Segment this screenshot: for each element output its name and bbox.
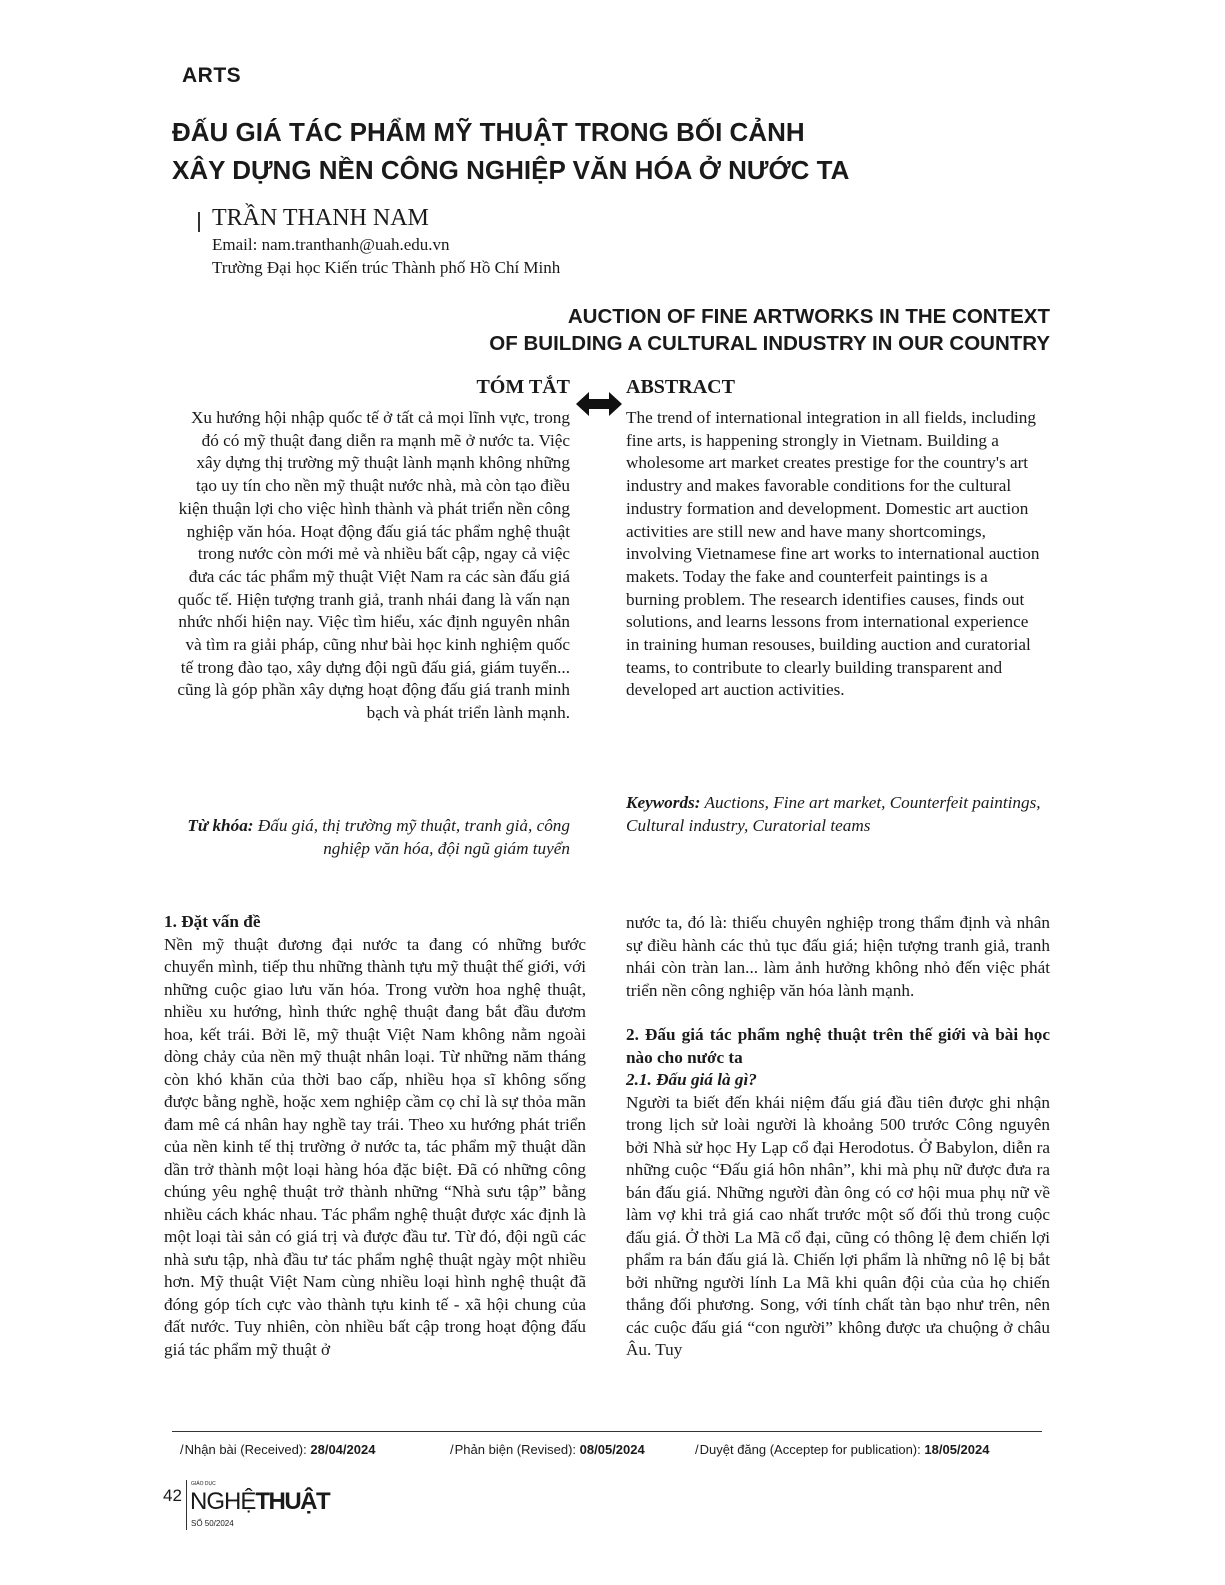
abstract-en-heading: ABSTRACT (626, 376, 735, 398)
journal-logo-small-text: GIÁO DỤC (191, 1481, 216, 1487)
revised-date: 08/05/2024 (579, 1442, 645, 1457)
section-2-heading: 2. Đấu giá tác phẩm nghệ thuật trên thế giới và bài học nào cho nước ta (626, 1025, 1050, 1067)
abstract-en-keywords (626, 792, 1044, 837)
keywords-en-label: Keywords: (626, 793, 701, 812)
journal-issue: SỐ 50/2024 (191, 1519, 234, 1528)
title-en-line-2: OF BUILDING A CULTURAL INDUSTRY IN OUR COUNTRY (489, 332, 1050, 355)
article-title-vn (172, 113, 1132, 189)
footer-slash: / (695, 1442, 699, 1457)
section-2-1-heading: 2.1. Đấu giá là gì? (626, 1070, 757, 1089)
section-label: ARTS (182, 64, 242, 87)
section-1-paragraph: Nền mỹ thuật đương đại nước ta đang có những bước chuyển mình, tiếp thu những thành tựu mỹ thuật thế giới, với những cuộc giao lưu văn hóa. Trong vườn hoa nghệ thuật, nhiều xu hướng, hình thức nghệ thuật đang bắt đầu đươm hoa, kết trái. Bởi lẽ, mỹ thuật Việt Nam không nằm ngoài dòng chảy của nền mỹ thuật nhân loại. Từ những năm tháng còn khó khăn của thời bao cấp, nhiều họa sĩ không sống được bằng nghề, hoặc xem nghiệp cầm cọ chỉ là sự thỏa mãn đam mê cá nhân hay nghề tay trái. Theo xu hướng phát triển của nền kinh tế thị trường ở nước ta, tác phẩm mỹ thuật dần dần trở thành một loại hàng hóa đặc biệt. Đã có những công chúng yêu nghệ thuật trở thành những “Nhà sưu tập” bằng nhiều cách khác nhau. Tác phẩm nghệ thuật được xác định là một loại tài sản có giá trị và được đầu tư. Từ đó, đội ngũ các nhà sưu tập, nhà đầu tư tác phẩm nghệ thuật ngày một nhiều hơn. Mỹ thuật Việt Nam cùng nhiều loại hình nghệ thuật đã đóng góp tích cực vào thành tựu kinh tế - xã hội chung của đất nước. Tuy nhiên, còn nhiều bất cập trong hoạt động đấu giá tác phẩm mỹ thuật ở (164, 934, 586, 1359)
abstract-vn-heading: TÓM TẮT (476, 376, 570, 398)
footer-divider (172, 1431, 1042, 1432)
logo-divider (186, 1480, 187, 1530)
footer-slash: / (180, 1442, 184, 1457)
title-en-line-1: AUCTION OF FINE ARTWORKS IN THE CONTEXT (567, 305, 1050, 328)
footer-revised (450, 1442, 645, 1457)
abstract-en-text: The trend of international integration in all fields, including fine arts, is happening strongly in Vietnam. Building a wholesome art market creates prestige for the country's art industry and makes favorable conditions for the cultural industry formation and development. Domestic art auction activities are still new and have many shortcomings, involving Vietnamese fine art works to international auction makets. Today the fake and counterfeit paintings is a burning problem. The research identifies causes, finds out solutions, and learns lessons from international experience in training human resouses, building auction and curatorial teams, to contribute to clearly building transparent and developed art auction activities. (626, 408, 1040, 700)
received-label: Nhận bài (Received): (184, 1442, 307, 1457)
section-1-heading: 1. Đặt vấn đề (164, 912, 261, 931)
abstract-vn-keywords (176, 815, 570, 860)
footer-received (180, 1442, 375, 1457)
accepted-date: 18/05/2024 (924, 1442, 990, 1457)
received-date: 28/04/2024 (310, 1442, 376, 1457)
keywords-vn-label: Từ khóa: (187, 816, 254, 835)
revised-label: Phản biện (Revised): (454, 1442, 577, 1457)
author-affiliation: Trường Đại học Kiến trúc Thành phố Hồ Chí Minh (212, 258, 561, 277)
page-number: 42 (163, 1486, 182, 1505)
author-name: TRẦN THANH NAM (212, 205, 429, 231)
keywords-vn-list: Đấu giá, thị trường mỹ thuật, tranh giả, công nghiệp văn hóa, đội ngũ giám tuyển (257, 816, 570, 858)
left-right-arrow-icon (576, 389, 622, 419)
author-email: Email: nam.tranthanh@uah.edu.vn (212, 235, 450, 254)
accepted-label: Duyệt đăng (Acceptep for publication): (699, 1442, 921, 1457)
journal-logo-part-b: THUẬT (255, 1488, 330, 1515)
abstract-vn-text: Xu hướng hội nhập quốc tế ở tất cả mọi lĩnh vực, trong đó có mỹ thuật đang diễn ra mạnh mẽ ở nước ta. Việc xây dựng thị trường mỹ thuật lành mạnh không những tạo uy tín cho nền mỹ thuật nước nhà, mà còn tạo điều kiện thuận lợi cho việc hình thành và phát triển nền công nghiệp văn hóa. Hoạt động đấu giá tác phẩm nghệ thuật trong nước còn mới mẻ và nhiều bất cập, ngay cả việc đưa các tác phẩm mỹ thuật Việt Nam ra các sàn đấu giá quốc tế. Hiện tượng tranh giả, tranh nhái đang là vấn nạn nhức nhối hiện nay. Việc tìm hiểu, xác định nguyên nhân và tìm ra giải pháp, cũng như bài học kinh nghiệm quốc tế trong đào tạo, xây dựng đội ngũ đấu giá, giám tuyển... cũng là góp phần xây dựng hoạt động đấu giá tranh minh bạch và phát triển lành mạnh. (177, 408, 570, 723)
footer-accepted (695, 1442, 989, 1457)
keywords-en-list: Auctions, Fine art market, Counterfeit paintings, Cultural industry, Curatorial teams (626, 793, 1041, 835)
section-2-1-paragraph: Người ta biết đến khái niệm đấu giá đầu tiên được ghi nhận trong lịch sử loài người là khoảng 500 trước Công nguyên bởi Nhà sử học Hy Lạp cổ đại Herodotus. Ở Babylon, diễn ra những cuộc “Đấu giá hôn nhân”, khi mà phụ nữ được đưa ra bán đấu giá. Những người đàn ông có cơ hội mua phụ nữ về làm vợ khi trả giá cao nhất trước một số đối thủ trong cuộc đấu giá. Ở thời La Mã cổ đại, cũng có thông lệ đem chiến lợi phẩm ra bán đấu giá là. Chiến lợi phẩm là những nô lệ bị bắt bởi những người lính La Mã khi quân đội của của họ chiến thắng đối phương. Song, với tính chất tàn bạo như trên, nên các cuộc đấu giá “con người” không được ưa chuộng ở châu Âu. Tuy (626, 1092, 1050, 1359)
title-vn-line-1: ĐẤU GIÁ TÁC PHẨM MỸ THUẬT TRONG BỐI CẢNH (172, 117, 805, 147)
article-title-en (420, 303, 1050, 357)
body-column-right (626, 912, 1050, 1362)
title-vn-line-2: XÂY DỰNG NỀN CÔNG NGHIỆP VĂN HÓA Ở NƯỚC TA (172, 155, 850, 185)
body-column-left (164, 911, 586, 1361)
journal-logo (190, 1488, 329, 1516)
author-marker (198, 212, 200, 232)
footer-slash: / (450, 1442, 454, 1457)
section-1-paragraph-continued: nước ta, đó là: thiếu chuyên nghiệp trong thẩm định và nhân sự điều hành các thủ tục đấu giá; hiện tượng tranh giả, tranh nhái còn tràn lan... làm ảnh hưởng không nhỏ đến việc phát triển nền công nghiệp văn hóa lành mạnh. (626, 913, 1050, 1000)
journal-logo-part-a: NGHỆ (190, 1488, 256, 1515)
